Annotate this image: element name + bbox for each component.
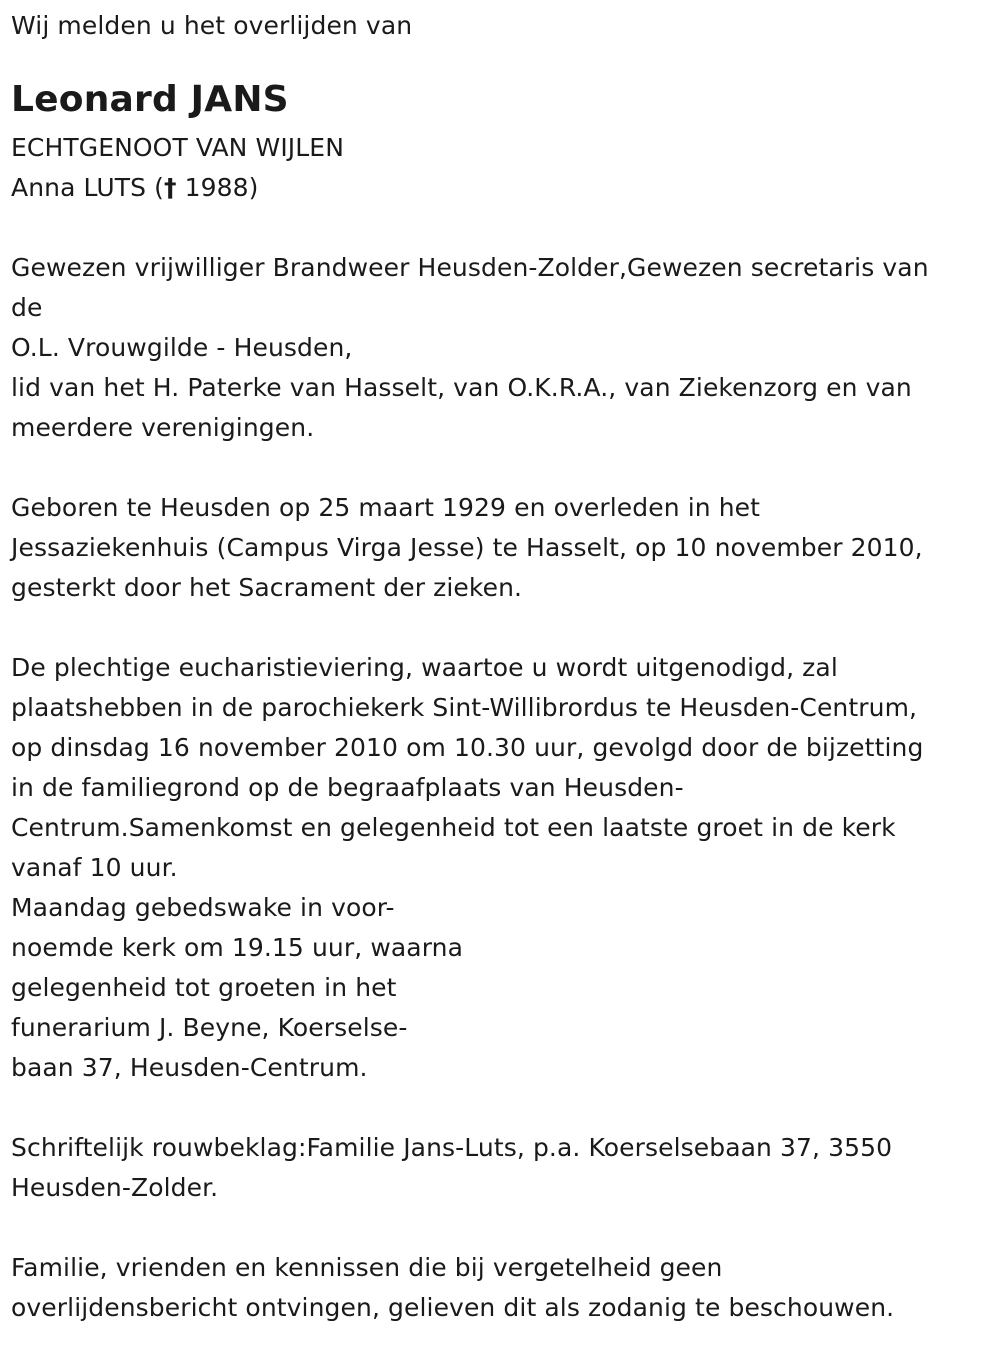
paragraph-line: Schriftelijk rouwbeklag:Familie Jans-Luts, p.a. Koerselsebaan 37, 3550 xyxy=(11,1133,893,1162)
functions-paragraph xyxy=(11,248,989,448)
paragraph-line: Jessaziekenhuis (Campus Virga Jesse) te Hasselt, op 10 november 2010, xyxy=(11,533,923,562)
paragraph-line: Familie, vrienden en kennissen die bij vergetelheid geen xyxy=(11,1253,723,1282)
paragraph-line: Geboren te Heusden op 25 maart 1929 en overleden in het xyxy=(11,493,761,522)
paragraph-line: funerarium J. Beyne, Koerselse- xyxy=(11,1013,408,1042)
deceased-name: Leonard JANS xyxy=(11,79,289,120)
paragraph-line: op dinsdag 16 november 2010 om 10.30 uur, gevolgd door de bijzetting xyxy=(11,733,924,762)
closing-paragraph xyxy=(11,1248,989,1328)
paragraph-line: vanaf 10 uur. xyxy=(11,853,178,882)
paragraph-line: de xyxy=(11,293,43,322)
paragraph-line: Centrum.Samenkomst en gelegenheid tot een laatste groet in de kerk xyxy=(11,813,896,842)
cross-icon: † xyxy=(163,173,177,202)
paragraph-line: lid van het H. Paterke van Hasselt, van O.K.R.A., van Ziekenzorg en van xyxy=(11,373,912,402)
paragraph-line: meerdere verenigingen. xyxy=(11,413,315,442)
paragraph-line: overlijdensbericht ontvingen, gelieven dit als zodanig te beschouwen. xyxy=(11,1293,895,1322)
paragraph-line: Heusden-Zolder. xyxy=(11,1173,219,1202)
spacer xyxy=(11,208,989,248)
birth-death-paragraph xyxy=(11,488,989,608)
paragraph-line: gelegenheid tot groeten in het xyxy=(11,973,397,1002)
paragraph-line: Gewezen vrijwilliger Brandweer Heusden-Zolder,Gewezen secretaris van xyxy=(11,253,929,282)
relation-text: ECHTGENOOT VAN WIJLEN xyxy=(11,133,345,162)
spacer xyxy=(11,608,989,648)
paragraph-line: Maandag gebedswake in voor- xyxy=(11,893,395,922)
spacer xyxy=(11,1088,989,1128)
paragraph-line: gesterkt door het Sacrament der zieken. xyxy=(11,573,523,602)
paragraph-line: noemde kerk om 19.15 uur, waarna xyxy=(11,933,464,962)
paragraph-line: baan 37, Heusden-Centrum. xyxy=(11,1053,368,1082)
spouse-name: Anna LUTS ( xyxy=(11,173,164,202)
spacer xyxy=(11,1208,989,1248)
paragraph-line: in de familiegrond op de begraafplaats van Heusden- xyxy=(11,773,684,802)
spouse-death-year: 1988) xyxy=(176,173,259,202)
condolences-paragraph xyxy=(11,1128,989,1208)
spacer xyxy=(11,448,989,488)
paragraph-line: O.L. Vrouwgilde - Heusden, xyxy=(11,333,353,362)
intro-text: Wij melden u het overlijden van xyxy=(11,11,413,40)
paragraph-line: plaatshebben in de parochiekerk Sint-Willibrordus te Heusden-Centrum, xyxy=(11,693,918,722)
ceremony-paragraph xyxy=(11,648,989,1088)
paragraph-line: De plechtige eucharistieviering, waartoe u wordt uitgenodigd, zal xyxy=(11,653,838,682)
spouse-line xyxy=(11,168,989,208)
